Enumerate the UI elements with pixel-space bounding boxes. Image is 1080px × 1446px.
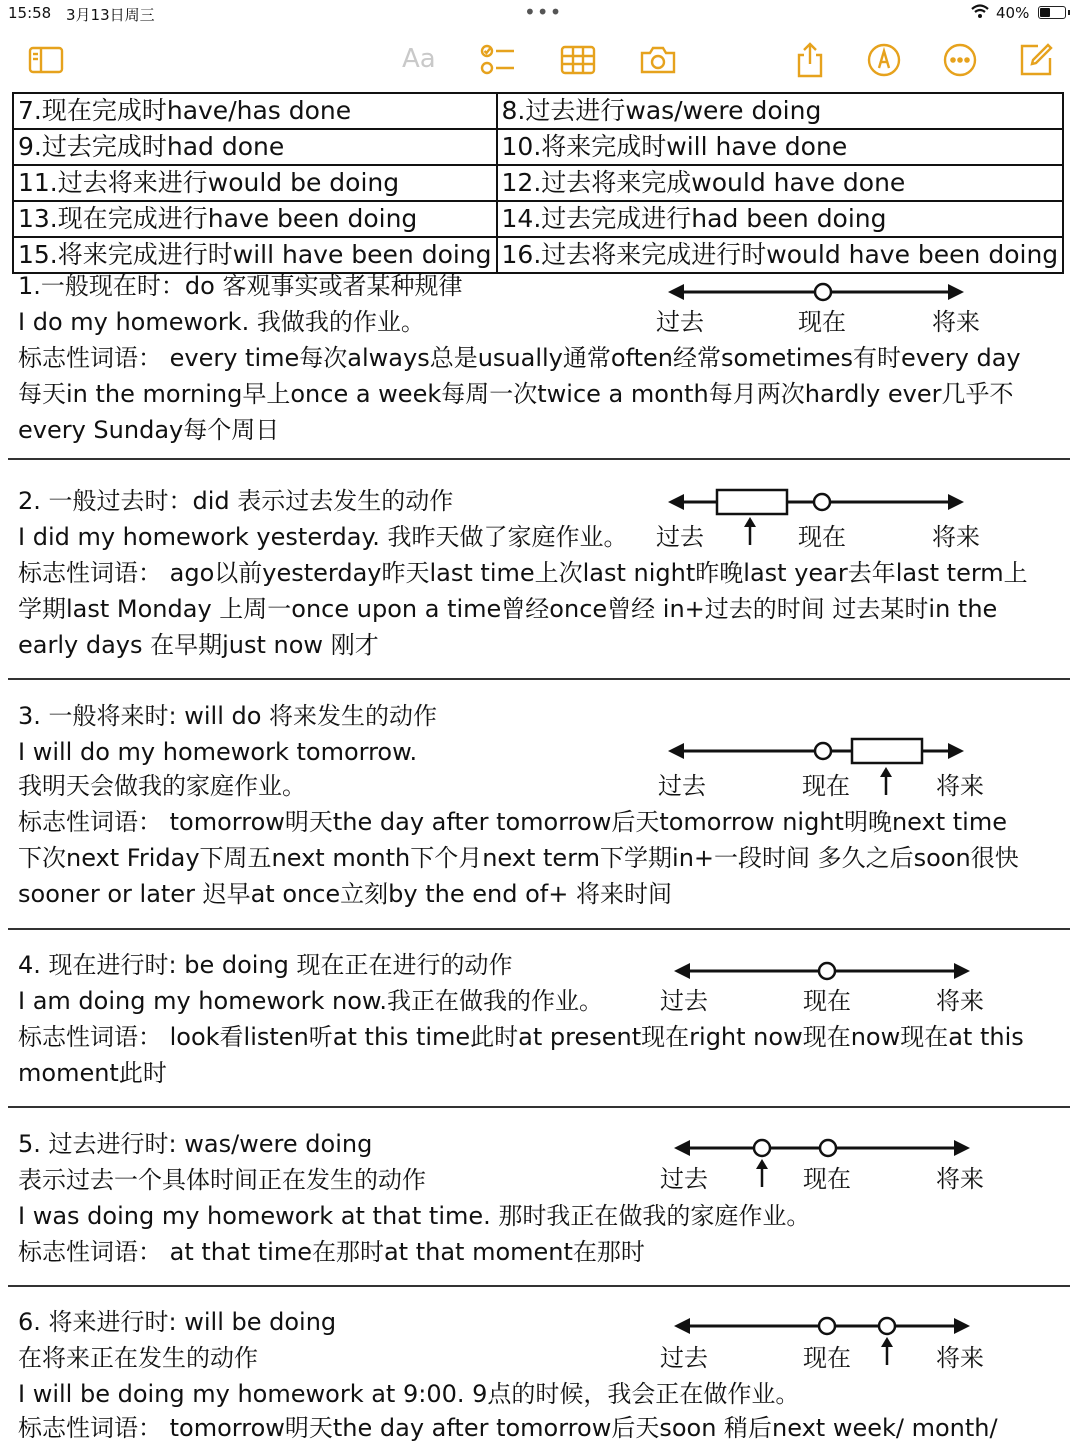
divider [8, 1106, 1070, 1108]
table-icon[interactable] [558, 40, 598, 80]
table-row [13, 129, 1063, 165]
keyword-line: 标志性词语： look看listen听at this time此时at present现在right now现在now现在at this [18, 1023, 1024, 1051]
divider [8, 928, 1070, 930]
keyword-line: 标志性词语： ago以前yesterday昨天last time上次last night昨晚last year去年last term上 [18, 559, 1028, 587]
notes-toolbar [0, 30, 1080, 92]
arrow-up-icon [879, 1336, 895, 1366]
status-date: 3月13日周三 [66, 6, 155, 24]
keyword-line: moment此时 [18, 1059, 167, 1087]
keyword-line: 下次next Friday下周五next month下个月next term下学期in+一段时间 多久之后soon很快 [18, 844, 1019, 872]
status-bar [0, 0, 1080, 28]
wifi-icon [970, 3, 990, 23]
divider [8, 458, 1070, 460]
camera-icon[interactable] [638, 40, 678, 80]
timeline-label-past: 过去 [656, 308, 704, 336]
timeline-label-future: 将来 [936, 987, 984, 1015]
arrow-up-icon [878, 766, 894, 796]
timeline-label-now: 现在 [803, 1344, 851, 1372]
timeline-label-past: 过去 [658, 772, 706, 800]
table-cell: 12.过去将来完成would have done [497, 165, 1064, 201]
timeline-label-now: 现在 [802, 772, 850, 800]
battery-icon [1038, 6, 1066, 19]
table-row [13, 201, 1063, 237]
keyword-line: 标志性词语： tomorrow明天the day after tomorrow后天soon 稍后next week/ month/ [18, 1414, 998, 1442]
definition-line: 在将来正在发生的动作 [18, 1344, 258, 1372]
table-cell: 8.过去进行was/were doing [497, 93, 1064, 129]
table-cell: 11.过去将来进行would be doing [13, 165, 497, 201]
arrow-up-icon [754, 1158, 770, 1188]
timeline-label-future: 将来 [936, 1165, 984, 1193]
arrow-up-icon [742, 516, 758, 546]
sidebar-toggle-icon[interactable] [26, 40, 66, 80]
divider [8, 678, 1070, 680]
example-sentence: I will be doing my homework at 9:00. 9点的时候，我会正在做作业。 [18, 1380, 800, 1408]
example-sentence: I did my homework yesterday. 我昨天做了家庭作业。 [18, 523, 628, 551]
keyword-line: 标志性词语： at that time在那时at that moment在那时 [18, 1238, 645, 1266]
example-sentence: I am doing my homework now.我正在做我的作业。 [18, 987, 603, 1015]
timeline-label-now: 现在 [798, 308, 846, 336]
keyword-line: sooner or later 迟早at once立刻by the end of+ 将来时间 [18, 880, 672, 908]
section-heading: 3. 一般将来时: will do 将来发生的动作 [18, 702, 438, 730]
table-cell: 7.现在完成时have/has done [13, 93, 497, 129]
divider [8, 1285, 1070, 1287]
timeline-label-future: 将来 [932, 308, 980, 336]
timeline-label-past: 过去 [660, 1165, 708, 1193]
table-row [13, 165, 1063, 201]
share-icon[interactable] [790, 40, 830, 80]
table-cell: 16.过去将来完成进行时would have been doing [497, 237, 1064, 273]
timeline-label-future: 将来 [932, 523, 980, 551]
timeline-label-now: 现在 [798, 523, 846, 551]
table-cell: 15.将来完成进行时will have been doing [13, 237, 497, 273]
keyword-line: 每天in the morning早上once a week每周一次twice a month每月两次hardly ever几乎不 [18, 380, 1014, 408]
example-sentence: I do my homework. 我做我的作业。 [18, 308, 425, 336]
timeline-label-future: 将来 [936, 772, 984, 800]
keyword-line: 学期last Monday 上周一once upon a time曾经once曾经 in+过去的时间 过去某时in the [18, 595, 998, 623]
definition-line: 表示过去一个具体时间正在发生的动作 [18, 1166, 426, 1194]
section-heading: 2. 一般过去时：did 表示过去发生的动作 [18, 487, 454, 515]
timeline-diagram [660, 731, 980, 771]
timeline-diagram [660, 1306, 980, 1346]
section-heading: 4. 现在进行时: be doing 现在正在进行的动作 [18, 951, 513, 979]
table-cell: 9.过去完成时had done [13, 129, 497, 165]
table-cell: 14.过去完成进行had been doing [497, 201, 1064, 237]
example-sentence: I was doing my homework at that time. 那时我正在做我的家庭作业。 [18, 1202, 811, 1230]
timeline-label-past: 过去 [660, 1344, 708, 1372]
keyword-line: 标志性词语： every time每次always总是usually通常often经常sometimes有时every day [18, 344, 1021, 372]
timeline-label-past: 过去 [656, 523, 704, 551]
table-cell: 10.将来完成时will have done [497, 129, 1064, 165]
timeline-label-now: 现在 [803, 1165, 851, 1193]
example-translation: 我明天会做我的家庭作业。 [18, 772, 306, 800]
section-heading: 5. 过去进行时: was/were doing [18, 1130, 373, 1158]
example-sentence: I will do my homework tomorrow. [18, 738, 418, 766]
multitasking-dots-icon[interactable]: ••• [524, 0, 563, 24]
timeline-diagram [660, 1128, 980, 1168]
tense-table [12, 92, 1064, 274]
timeline-label-past: 过去 [660, 987, 708, 1015]
section-heading: 1.一般现在时：do 客观事实或者某种规律 [18, 272, 463, 300]
keyword-line: early days 在早期just now 刚才 [18, 631, 379, 659]
keyword-line: 标志性词语： tomorrow明天the day after tomorrow后天tomorrow night明晚next time [18, 808, 1007, 836]
keyword-line: every Sunday每个周日 [18, 416, 280, 444]
battery-percent: 40% [996, 4, 1030, 22]
timeline-label-now: 现在 [803, 987, 851, 1015]
compose-note-icon[interactable] [1016, 40, 1056, 80]
markup-pen-icon[interactable] [864, 40, 904, 80]
checklist-icon[interactable] [478, 40, 518, 80]
format-text-button[interactable]: Aa [402, 44, 436, 74]
table-row [13, 93, 1063, 129]
table-cell: 13.现在完成进行have been doing [13, 201, 497, 237]
timeline-label-future: 将来 [936, 1344, 984, 1372]
timeline-diagram [660, 482, 980, 522]
section-heading: 6. 将来进行时: will be doing [18, 1308, 337, 1336]
more-options-icon[interactable] [940, 40, 980, 80]
status-time: 15:58 [8, 4, 52, 22]
